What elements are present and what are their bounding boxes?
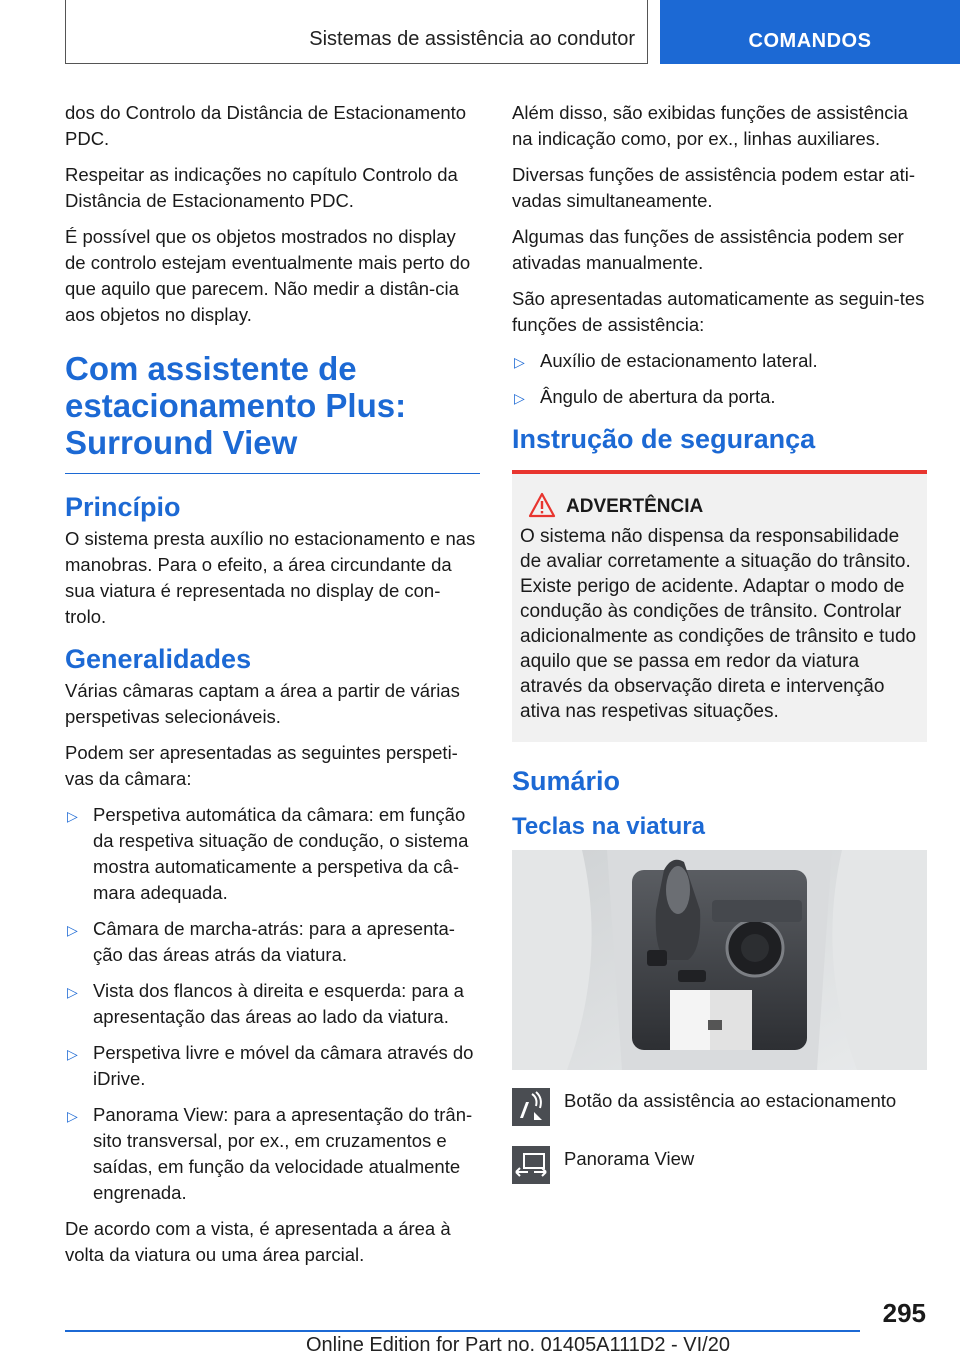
key-item — [512, 1146, 927, 1190]
list-item-text: Ângulo de abertura da porta. — [540, 386, 776, 407]
list-item — [65, 978, 480, 1030]
heading-principio: Princípio — [65, 492, 181, 522]
warning-text: O sistema não dispensa da responsabilidade de avaliar corretamente a situação do trânsito. Existe perigo de acidente. Adaptar o modo de condução às condições de trânsito. Controlar adicionalmente as condições de trânsito e tudo aquilo que se passa em redor da viatura através da observação direta e intervenção ativa nas respetivas situações. — [520, 526, 917, 722]
paragraph: Algumas das funções de assistência podem ser ativadas manualmente. — [512, 226, 904, 273]
list-item — [65, 1040, 480, 1092]
header-section-title: Sistemas de assistência ao condutor — [309, 28, 635, 50]
list-item-text: Perspetiva automática da câmara: em função da respetiva situação de condução, o sistema mostra automaticamente a perspetiva da câ-mara adequada. — [93, 804, 469, 903]
triangle-bullet-icon: ▷ — [514, 354, 525, 370]
header-tab-label: COMANDOS — [748, 30, 872, 52]
paragraph: Respeitar as indicações no capítulo Controlo da Distância de Estacionamento PDC. — [65, 164, 458, 211]
list-item-text: Panorama View: para a apresentação do trân-sito transversal, por ex., em cruzamentos e saídas, em função da velocidade atualmente engrenada. — [93, 1104, 473, 1203]
left-column — [65, 100, 480, 1278]
list-item-text: Câmara de marcha-atrás: para a apresenta-ção das áreas atrás da viatura. — [93, 918, 455, 965]
footer-edition: Online Edition for Part no. 01405A111D2 - VI/20 — [306, 1334, 730, 1356]
triangle-bullet-icon: ▷ — [67, 984, 78, 1000]
paragraph: De acordo com a vista, é apresentada a área à volta da viatura ou uma área parcial. — [65, 1218, 451, 1265]
warning-triangle-icon — [528, 492, 556, 518]
title-divider — [65, 473, 480, 474]
footer-divider — [65, 1330, 860, 1332]
heading-seguranca: Instrução de segurança — [512, 424, 816, 454]
list-item-text: Vista dos flancos à direita e esquerda: para a apresentação das áreas ao lado da viatura. — [93, 980, 464, 1027]
warning-title — [566, 496, 919, 518]
parking-assist-icon — [512, 1088, 550, 1126]
heading-generalidades: Generalidades — [65, 644, 252, 674]
paragraph: São apresentadas automaticamente as seguin-tes funções de assistência: — [512, 288, 925, 335]
heading-teclas: Teclas na viatura — [512, 813, 705, 840]
list-item — [65, 802, 480, 906]
triangle-bullet-icon: ▷ — [67, 1108, 78, 1124]
paragraph: Podem ser apresentadas as seguintes perspeti-vas da câmara: — [65, 742, 458, 789]
paragraph: Além disso, são exibidas funções de assistência na indicação como, por ex., linhas auxiliares. — [512, 102, 908, 149]
triangle-bullet-icon: ▷ — [67, 808, 78, 824]
page-number: 295 — [882, 1298, 926, 1328]
list-item — [65, 916, 480, 968]
list-item — [512, 384, 927, 410]
warning-box — [512, 470, 927, 742]
warning-title-text: ADVERTÊNCIA — [566, 496, 704, 517]
paragraph: Várias câmaras captam a área a partir de várias perspetivas selecionáveis. — [65, 680, 460, 727]
center-console-photo — [512, 850, 927, 1070]
chapter-title: Com assistente de estacionamento Plus: Surround View — [65, 350, 407, 461]
right-column — [512, 100, 927, 1204]
header-section-box — [65, 0, 648, 64]
paragraph: O sistema presta auxílio no estacionamento e nas manobras. Para o efeito, a área circundante da sua viatura é representada no display de con-trolo. — [65, 528, 476, 627]
key-label: Botão da assistência ao estacionamento — [564, 1090, 897, 1111]
key-label: Panorama View — [564, 1148, 695, 1169]
list-item — [65, 1102, 480, 1206]
paragraph: É possível que os objetos mostrados no display de controlo estejam eventualmente mais perto do que aquilo que parecem. Não medir a distân-cia aos objetos no display. — [65, 226, 471, 325]
list-item-text: Perspetiva livre e móvel da câmara através do iDrive. — [93, 1042, 474, 1089]
key-item — [512, 1088, 927, 1132]
panorama-view-icon — [512, 1146, 550, 1184]
header-tab — [660, 0, 960, 64]
triangle-bullet-icon: ▷ — [514, 390, 525, 406]
triangle-bullet-icon: ▷ — [67, 1046, 78, 1062]
paragraph: dos do Controlo da Distância de Estacionamento PDC. — [65, 102, 467, 149]
paragraph: Diversas funções de assistência podem estar ati-vadas simultaneamente. — [512, 164, 916, 211]
list-item-text: Auxílio de estacionamento lateral. — [540, 350, 818, 371]
triangle-bullet-icon: ▷ — [67, 922, 78, 938]
heading-sumario: Sumário — [512, 766, 621, 796]
list-item — [512, 348, 927, 374]
